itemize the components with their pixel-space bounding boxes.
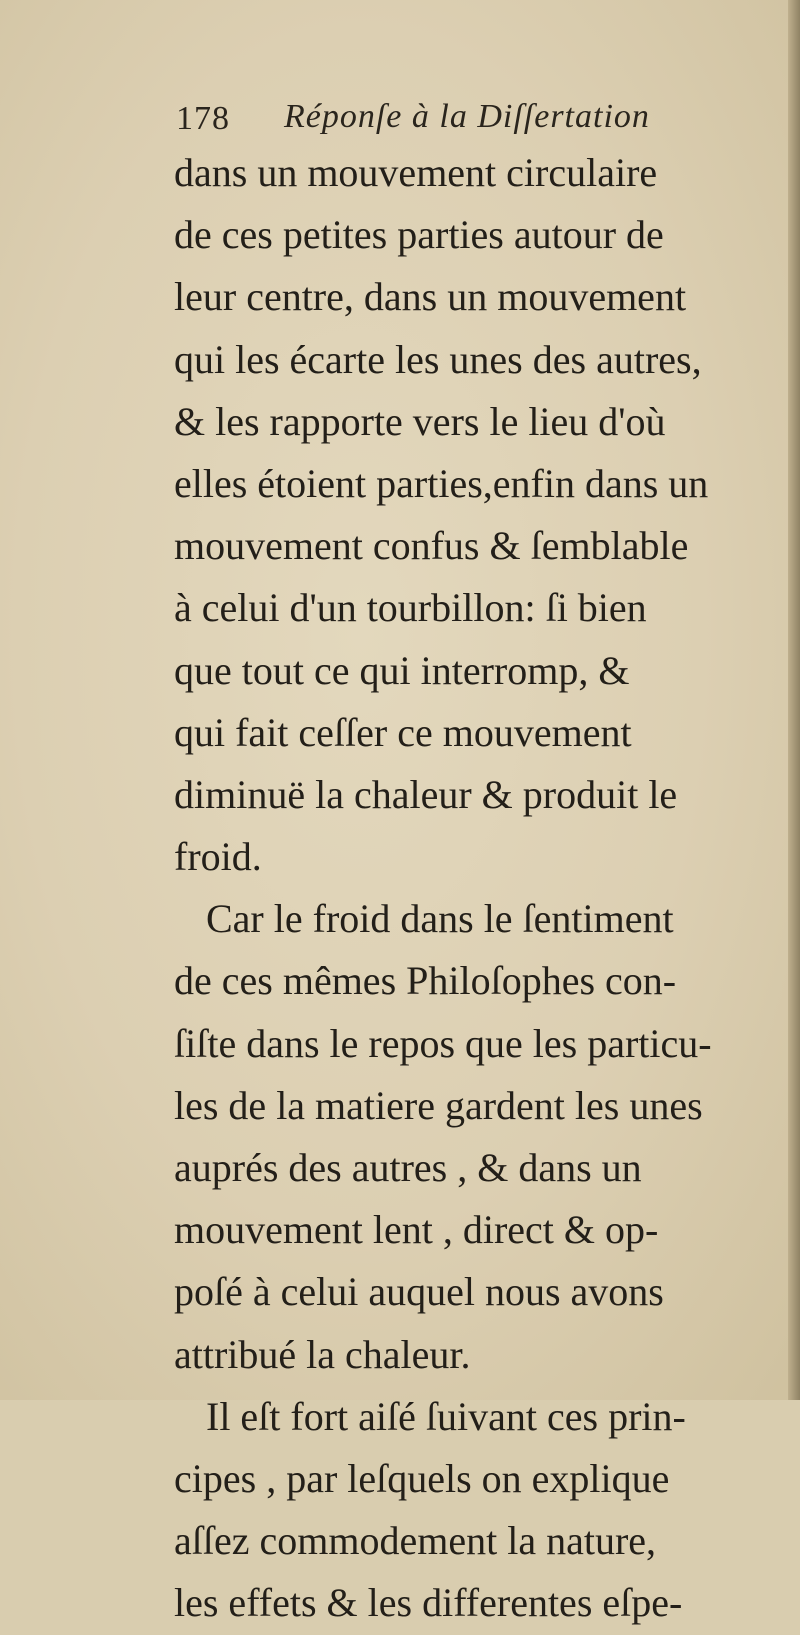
text-line: de ces petites parties autour de	[174, 212, 664, 258]
text-line: à celui d'un tourbillon: ſi bien	[174, 585, 647, 631]
paragraph-start-line: Il eſt fort aiſé ſuivant ces prin-	[206, 1393, 686, 1439]
paragraph-start-line: Car le froid dans le ſentiment	[206, 896, 674, 942]
page-number: 178	[176, 100, 230, 137]
text-line: attribué la chaleur.	[174, 1331, 471, 1377]
text-line: aſſez commodement la nature,	[174, 1518, 657, 1564]
text-line: les effets & les differentes eſpe-	[174, 1580, 683, 1626]
text-line: poſé à celui auquel nous avons	[174, 1269, 664, 1315]
text-line: mouvement confus & ſemblable	[174, 523, 689, 569]
text-line: elles étoient parties,enfin dans un	[174, 460, 709, 506]
text-line: dans un mouvement circulaire	[174, 150, 658, 195]
text-line: cipes , par leſquels on explique	[174, 1455, 670, 1501]
text-line: les de la matiere gardent les unes	[174, 1082, 703, 1128]
text-line: & les rapporte vers le lieu d'où	[174, 398, 666, 444]
body-text	[174, 142, 759, 1635]
text-line: leur centre, dans un mouvement	[174, 274, 687, 320]
text-line: qui les écarte les unes des autres,	[174, 336, 702, 382]
text-line: ſiſte dans le repos que les particu-	[174, 1020, 712, 1066]
running-title: Réponſe à la Diſſertation	[284, 98, 650, 135]
page-edge	[788, 0, 800, 1400]
text-line: mouvement lent , direct & op-	[174, 1207, 659, 1253]
text-line: diminuë la chaleur & produit le	[174, 771, 678, 817]
text-line: qui fait ceſſer ce mouvement	[174, 709, 632, 755]
text-line: auprés des autres , & dans un	[174, 1145, 642, 1190]
text-line: froid.	[174, 834, 262, 880]
text-line: de ces mêmes Philoſophes con-	[174, 958, 677, 1004]
page-header	[176, 96, 736, 146]
text-line: que tout ce qui interromp, &	[174, 647, 630, 693]
